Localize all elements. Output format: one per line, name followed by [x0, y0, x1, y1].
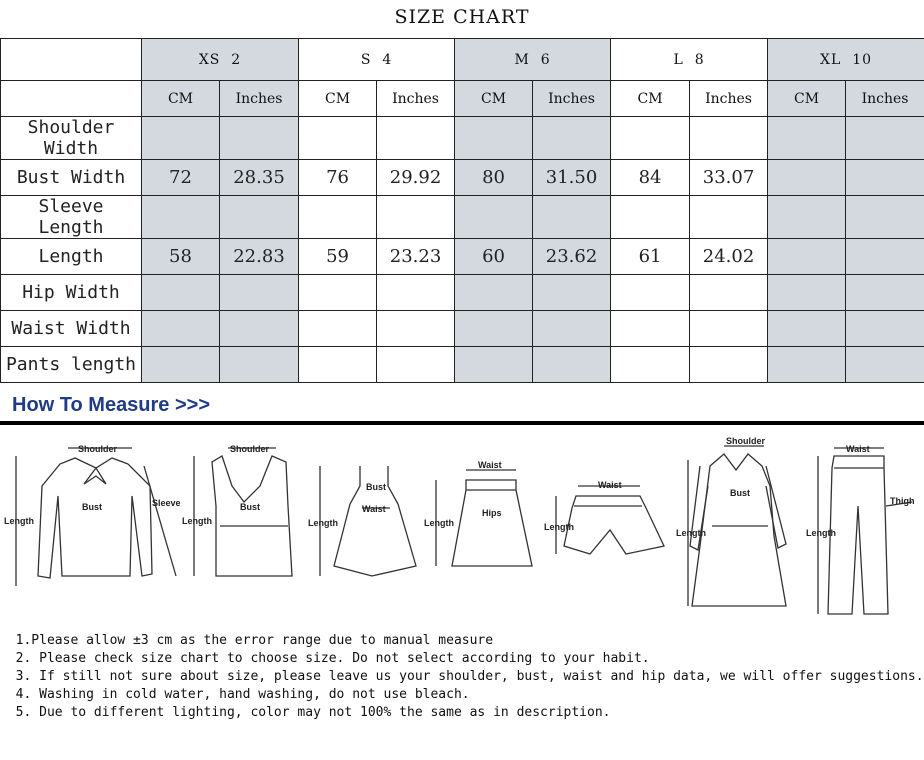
measurement-value — [690, 311, 768, 347]
measurement-value — [690, 196, 768, 239]
measurement-value — [768, 239, 846, 275]
measurement-value — [846, 239, 924, 275]
measurement-value — [846, 347, 924, 383]
measurement-value — [846, 311, 924, 347]
measurement-value — [768, 117, 846, 160]
unit-inches: Inches — [846, 81, 924, 117]
measurement-value — [611, 117, 690, 160]
fig-label: Bust — [730, 488, 750, 498]
unit-cm: CM — [142, 81, 220, 117]
measurement-value — [533, 347, 611, 383]
measurement-value — [220, 347, 299, 383]
measurement-value: 23.62 — [533, 239, 611, 275]
measurement-value: 84 — [611, 160, 690, 196]
unit-inches: Inches — [220, 81, 299, 117]
measurement-row — [1, 196, 924, 239]
fig-label: Hips — [482, 508, 502, 518]
fig-label: Waist — [478, 460, 502, 470]
measurement-value — [455, 311, 533, 347]
corner-cell — [1, 39, 142, 81]
measurement-value — [455, 196, 533, 239]
unit-header-row — [1, 81, 924, 117]
fig-label: Length — [308, 518, 338, 528]
measurement-value — [377, 117, 455, 160]
fig-label: Bust — [82, 502, 102, 512]
measurement-value — [533, 117, 611, 160]
fig-label: Sleeve — [152, 498, 181, 508]
measurement-row — [1, 117, 924, 160]
size-header: M 6 — [455, 39, 611, 81]
measurement-label: Bust Width — [1, 160, 142, 196]
measurement-label: Waist Width — [1, 311, 142, 347]
measurement-value — [768, 347, 846, 383]
measurement-row — [1, 239, 924, 275]
corner-cell — [1, 81, 142, 117]
fig-label: Shoulder — [726, 436, 766, 446]
measurement-value: 80 — [455, 160, 533, 196]
measurement-value — [690, 117, 768, 160]
size-header: XL 10 — [768, 39, 924, 81]
measurement-value — [377, 347, 455, 383]
size-chart-table — [0, 38, 924, 383]
fig-label: Bust — [240, 502, 260, 512]
measurement-value — [690, 347, 768, 383]
unit-cm: CM — [299, 81, 377, 117]
size-header: XS 2 — [142, 39, 299, 81]
measurement-row — [1, 275, 924, 311]
measurement-value: 60 — [455, 239, 533, 275]
measurement-value — [768, 160, 846, 196]
measurement-value: 31.50 — [533, 160, 611, 196]
note-item: 5. Due to different lighting, color may not 100% the same as in description. — [0, 705, 611, 720]
measurement-value — [142, 347, 220, 383]
measurement-value — [846, 160, 924, 196]
how-to-measure-heading: How To Measure >>> — [12, 394, 211, 416]
note-item: 3. If still not sure about size, please leave us your shoulder, bust, waist and hip data, we will offer suggestions. — [0, 669, 924, 684]
measurement-value — [846, 196, 924, 239]
measurement-value — [220, 275, 299, 311]
measurement-value — [768, 311, 846, 347]
measurement-value — [220, 196, 299, 239]
divider — [0, 421, 924, 425]
measurement-label: Pants length — [1, 347, 142, 383]
measurement-label: Shoulder Width — [1, 117, 142, 160]
measurement-value — [299, 347, 377, 383]
measurement-value — [533, 196, 611, 239]
size-header: L 8 — [611, 39, 768, 81]
measurement-value: 33.07 — [690, 160, 768, 196]
fig-label: Length — [806, 528, 836, 538]
measurement-label: Hip Width — [1, 275, 142, 311]
measurement-value — [299, 196, 377, 239]
measurement-value — [846, 275, 924, 311]
measurement-value: 58 — [142, 239, 220, 275]
fig-label: Waist — [362, 504, 386, 514]
measurement-value — [142, 117, 220, 160]
fig-label: Shoulder — [78, 444, 118, 454]
measurement-value — [611, 347, 690, 383]
measurement-value: 59 — [299, 239, 377, 275]
measurement-label: Sleeve Length — [1, 196, 142, 239]
measurement-value — [299, 275, 377, 311]
measurement-value — [142, 311, 220, 347]
measurement-value — [377, 311, 455, 347]
fig-label: Waist — [598, 480, 622, 490]
measurement-value — [533, 275, 611, 311]
fig-label: Length — [424, 518, 454, 528]
tank-top-icon — [194, 448, 292, 576]
measurement-illustrations — [0, 426, 924, 626]
measurement-value — [611, 196, 690, 239]
measurement-row — [1, 311, 924, 347]
shorts-icon — [556, 486, 664, 554]
fig-label: Length — [4, 516, 34, 526]
note-item: 2. Please check size chart to choose size. Do not select according to your habit. — [0, 651, 650, 666]
measurement-value — [455, 117, 533, 160]
measurement-value — [220, 117, 299, 160]
measurement-value — [299, 117, 377, 160]
unit-cm: CM — [455, 81, 533, 117]
measurement-value — [299, 311, 377, 347]
measurement-row — [1, 160, 924, 196]
fig-label: Bust — [366, 482, 386, 492]
measurement-value: 61 — [611, 239, 690, 275]
measurement-label: Length — [1, 239, 142, 275]
fig-label: Length — [182, 516, 212, 526]
measurement-value — [768, 275, 846, 311]
unit-inches: Inches — [377, 81, 455, 117]
measurement-value: 22.83 — [220, 239, 299, 275]
unit-inches: Inches — [533, 81, 611, 117]
measurement-row — [1, 347, 924, 383]
note-item: 1.Please allow ±3 cm as the error range due to manual measure — [0, 633, 494, 648]
measurement-value — [690, 275, 768, 311]
fig-label: Waist — [846, 444, 870, 454]
note-item: 4. Washing in cold water, hand washing, do not use bleach. — [0, 687, 470, 702]
coat-icon — [688, 446, 786, 606]
fig-label: Shoulder — [230, 444, 270, 454]
measurement-value — [611, 311, 690, 347]
measurement-value: 24.02 — [690, 239, 768, 275]
fig-label: Length — [676, 528, 706, 538]
unit-cm: CM — [611, 81, 690, 117]
measurement-value — [220, 311, 299, 347]
size-header-row — [1, 39, 924, 81]
fig-label: Length — [544, 522, 574, 532]
size-header: S 4 — [299, 39, 455, 81]
unit-inches: Inches — [690, 81, 768, 117]
measurement-value: 23.23 — [377, 239, 455, 275]
measurement-value: 28.35 — [220, 160, 299, 196]
measurement-value — [142, 275, 220, 311]
fig-label: Thigh — [890, 496, 915, 506]
measurement-value — [533, 311, 611, 347]
unit-cm: CM — [768, 81, 846, 117]
measurement-value — [455, 347, 533, 383]
measurement-value — [455, 275, 533, 311]
measurement-value — [768, 196, 846, 239]
notes-section — [0, 632, 924, 722]
measurement-value: 72 — [142, 160, 220, 196]
blouse-icon — [16, 448, 176, 586]
measurement-value — [142, 196, 220, 239]
measurement-value — [611, 275, 690, 311]
measurement-value — [846, 117, 924, 160]
measurement-value: 29.92 — [377, 160, 455, 196]
measurement-value — [377, 275, 455, 311]
measurement-value — [377, 196, 455, 239]
measurement-value: 76 — [299, 160, 377, 196]
chart-title: SIZE CHART — [394, 6, 530, 28]
